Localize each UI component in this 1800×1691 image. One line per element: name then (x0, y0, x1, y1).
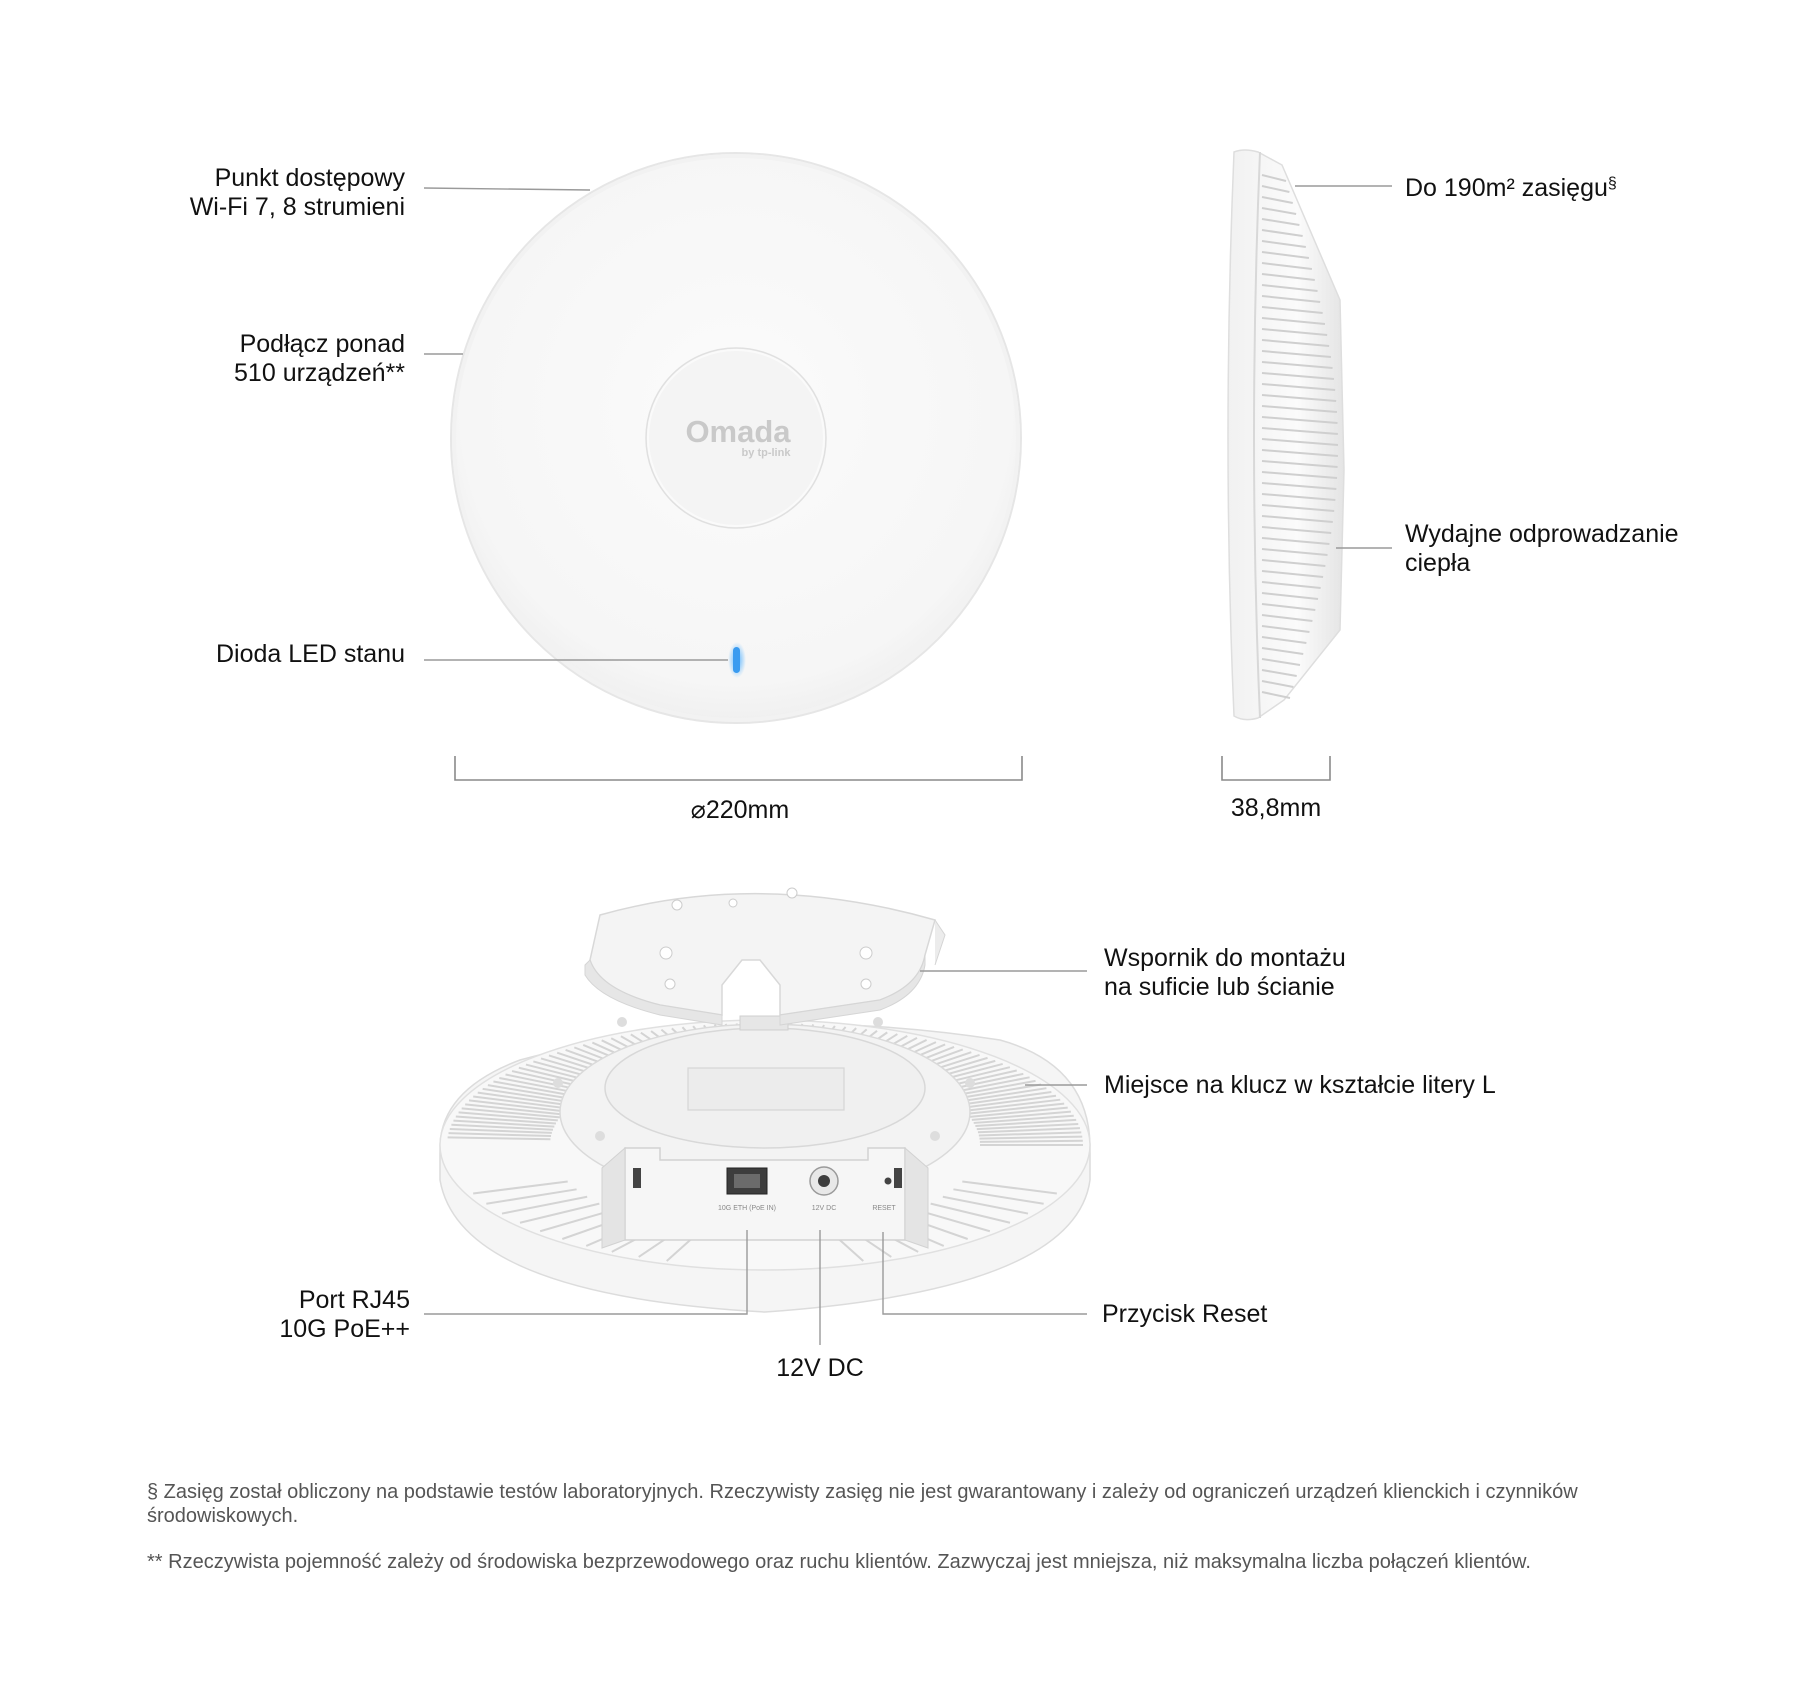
callout-mount-line2: na suficie lub ścianie (1104, 973, 1335, 1001)
callout-coverage (1405, 174, 1617, 203)
thickness-value: 38,8mm (1230, 794, 1322, 822)
tp-link-sublogo: by tp-link (741, 447, 791, 459)
callout-heat-line1: Wydajne odprowadzanie (1405, 520, 1679, 548)
callout-rj45 (279, 1286, 410, 1344)
footnote-capacity: ** Rzeczywista pojemność zależy od środowiska bezprzewodowego oraz ruchu klientów. Zazwyczaj jest mniejsza, niż maksymalna liczba połączeń klientów. (147, 1551, 1531, 1573)
callout-status-led-text: Dioda LED stanu (215, 640, 405, 668)
callout-lock-text: Miejsce na klucz w kształcie litery L (1104, 1071, 1496, 1099)
callout-dc (720, 1354, 920, 1383)
diameter-dimension (455, 756, 1022, 780)
status-led (733, 647, 740, 673)
callout-devices-line1: Podłącz ponad (239, 330, 405, 358)
omada-logo: Omada (685, 414, 791, 449)
access-point-side-view (1228, 150, 1344, 720)
callout-reset-text: Przycisk Reset (1102, 1300, 1268, 1328)
access-point-top-view (451, 153, 1021, 723)
callout-rj45-line2: 10G PoE++ (279, 1315, 410, 1343)
dimension-diameter-label (640, 796, 840, 825)
callout-access-point-line2: Wi-Fi 7, 8 strumieni (189, 193, 405, 221)
callout-dc-text: 12V DC (776, 1354, 864, 1382)
callout-access-point (190, 164, 405, 222)
callout-reset (1102, 1300, 1267, 1329)
diameter-value: ⌀220mm (690, 796, 790, 824)
leader-ap (424, 188, 590, 190)
callout-status-led (216, 640, 405, 669)
callout-devices (234, 330, 405, 388)
callout-mounting-bracket (1104, 944, 1346, 1002)
footnote-coverage: § Zasięg został obliczony na podstawie testów laboratoryjnych. Rzeczywisty zasięg nie jest gwarantowany i zależy od ograniczeń urządzeń klienckich i czynników środowiskowych. (147, 1481, 1578, 1527)
thickness-dimension (1222, 756, 1330, 780)
callout-access-point-line1: Punkt dostępowy (214, 164, 405, 192)
callout-heat-dissipation (1405, 520, 1679, 578)
reset-pinhole (885, 1178, 892, 1185)
callout-lock-slot (1104, 1071, 1496, 1100)
callout-devices-line2: 510 urządzeń** (234, 359, 405, 387)
callout-coverage-text: Do 190m² zasięgu (1405, 174, 1608, 202)
callout-rj45-line1: Port RJ45 (298, 1286, 410, 1314)
dimension-thickness-label (1176, 794, 1376, 823)
svg-text:RESET: RESET (872, 1205, 896, 1212)
svg-text:10G ETH (PoE IN): 10G ETH (PoE IN) (718, 1205, 776, 1212)
access-point-bottom-view (440, 1016, 1090, 1312)
callout-mount-line1: Wspornik do montażu (1104, 944, 1346, 972)
svg-text:12V DC: 12V DC (811, 1205, 837, 1212)
coverage-footnote-mark: § (1607, 175, 1617, 192)
mounting-bracket (585, 888, 945, 1025)
callout-heat-line2: ciepła (1405, 549, 1471, 577)
